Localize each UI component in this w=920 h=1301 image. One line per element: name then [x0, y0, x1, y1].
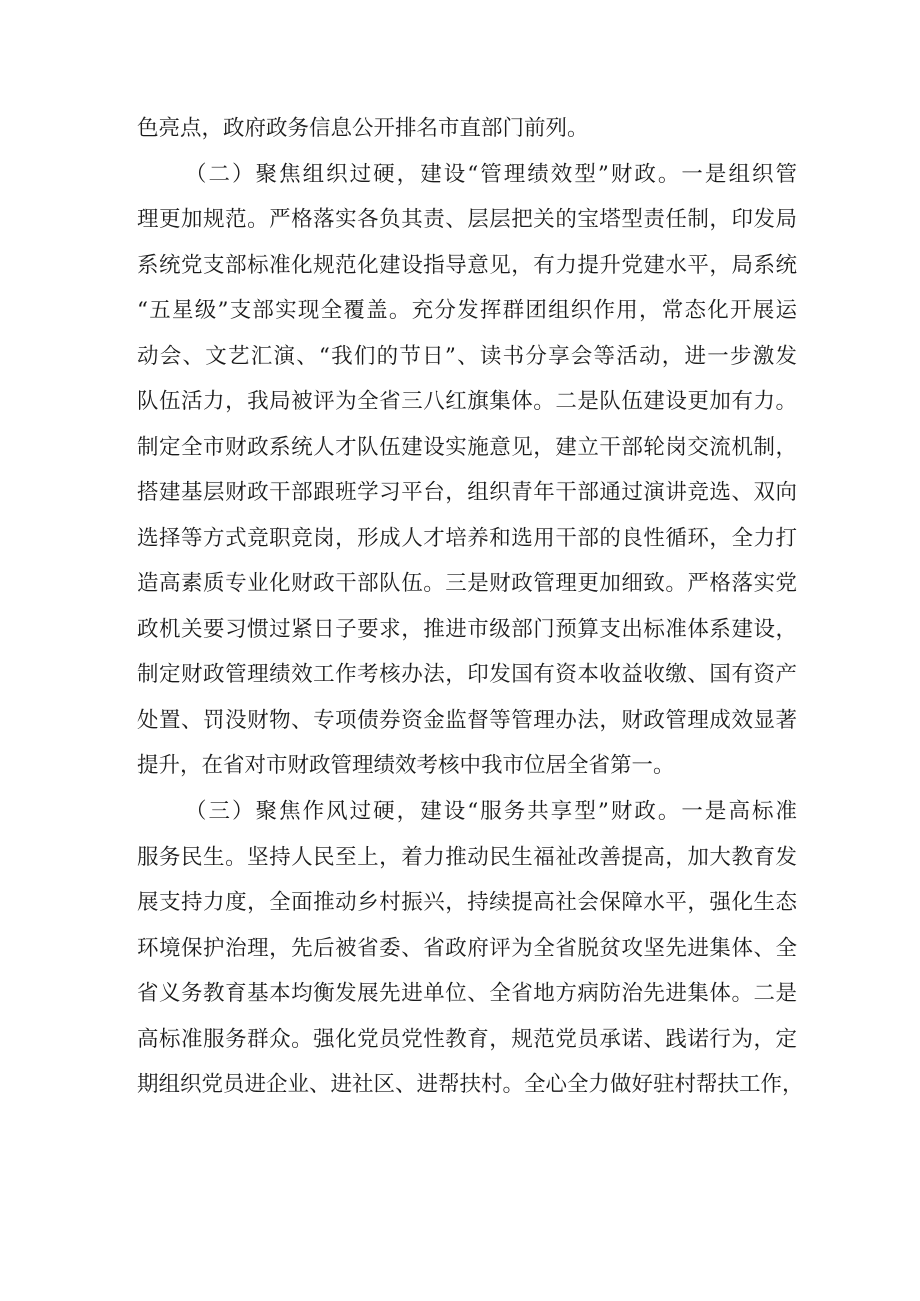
- text-line: 提升，在省对市财政管理绩效考核中我市位居全省第一。: [137, 753, 675, 778]
- text-line: 期组织党员进企业、进社区、进帮扶村。全心全力做好驻村帮扶工作，: [137, 1072, 804, 1097]
- text-line: 展支持力度，全面推动乡村振兴，持续提高社会保障水平，强化生态: [137, 890, 797, 915]
- text-line: 搭建基层财政干部跟班学习平台，组织青年干部通过演讲竞选、双向: [137, 480, 797, 505]
- paragraph-heading-line: （二）聚焦组织过硬，建设“管理绩效型”财政。一是组织管: [185, 162, 797, 187]
- text-line: 制定全市财政系统人才队伍建设实施意见，建立干部轮岗交流机制，: [137, 435, 797, 460]
- text-line: “五星级”支部实现全覆盖。充分发挥群团组织作用，常态化开展运: [137, 298, 797, 323]
- text-line: 队伍活力，我局被评为全省三八红旗集体。二是队伍建设更加有力。: [137, 389, 797, 414]
- text-line: 环境保护治理，先后被省委、省政府评为全省脱贫攻坚先进集体、全: [137, 936, 797, 961]
- text-line: 高标准服务群众。强化党员党性教育，规范党员承诺、践诺行为，定: [137, 1027, 797, 1052]
- paragraph-heading-line: （三）聚焦作风过硬，建设“服务共享型”财政。一是高标准: [185, 799, 797, 824]
- text-line: 制定财政管理绩效工作考核办法，印发国有资本收益收缴、国有资产: [137, 662, 797, 687]
- text-line: 政机关要习惯过紧日子要求，推进市级部门预算支出标准体系建设，: [137, 617, 797, 642]
- text-line: 处置、罚没财物、专项债券资金监督等管理办法，财政管理成效显著: [137, 708, 797, 733]
- text-line: 色亮点，政府政务信息公开排名市直部门前列。: [137, 116, 589, 141]
- text-line: 系统党支部标准化规范化建设指导意见，有力提升党建水平，局系统: [137, 253, 797, 278]
- text-line: 选择等方式竞职竞岗，形成人才培养和选用干部的良性循环，全力打: [137, 526, 797, 551]
- text-line: 省义务教育基本均衡发展先进单位、全省地方病防治先进集体。二是: [137, 981, 797, 1006]
- text-line: 动会、文艺汇演、“我们的节日”、读书分享会等活动，进一步激发: [137, 344, 797, 369]
- text-line: 造高素质专业化财政干部队伍。三是财政管理更加细致。严格落实党: [137, 571, 797, 596]
- text-line: 理更加规范。严格落实各负其责、层层把关的宝塔型责任制，印发局: [137, 207, 797, 232]
- text-line: 服务民生。坚持人民至上，着力推动民生福祉改善提高，加大教育发: [137, 845, 797, 870]
